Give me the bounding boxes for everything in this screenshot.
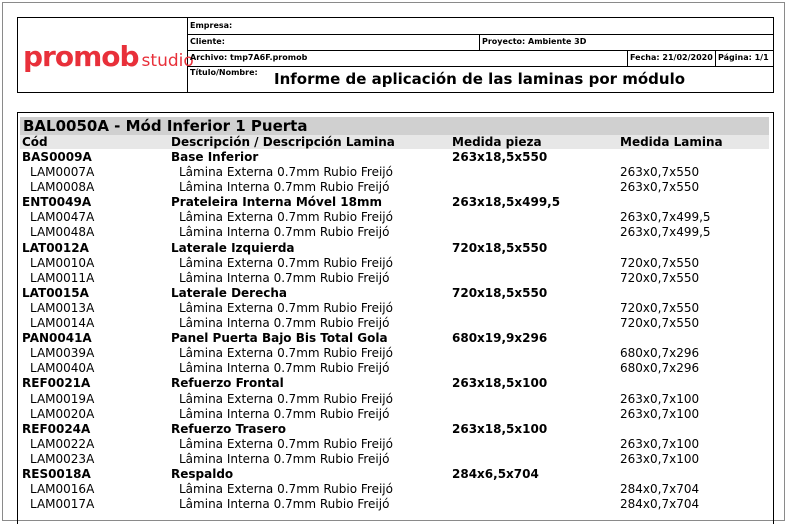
cliente-label: Cliente: bbox=[190, 37, 225, 46]
report-title-row bbox=[188, 66, 773, 92]
fecha-value: 21/02/2020 bbox=[662, 53, 713, 62]
lamina-size: 263x0,7x499,5 bbox=[620, 225, 711, 240]
part-row bbox=[18, 376, 773, 391]
part-size: 263x18,5x550 bbox=[452, 150, 548, 164]
part-code: ENT0049A bbox=[22, 195, 92, 210]
lamina-desc: Lâmina Externa 0.7mm Rubio Freijó bbox=[179, 482, 393, 497]
part-row bbox=[18, 422, 773, 437]
lamina-desc: Lâmina Interna 0.7mm Rubio Freijó bbox=[179, 361, 390, 376]
archivo-cell bbox=[188, 50, 307, 66]
fecha-cell bbox=[627, 50, 714, 66]
col-cod: Cód bbox=[22, 135, 48, 149]
part-desc: Prateleira Interna Móvel 18mm bbox=[171, 195, 383, 210]
lamina-code: LAM0040A bbox=[30, 361, 95, 376]
part-desc: Laterale Izquierda bbox=[171, 240, 295, 255]
report-header bbox=[17, 17, 774, 93]
part-row bbox=[18, 195, 773, 210]
lamina-row bbox=[18, 165, 773, 180]
lamina-code: LAM0048A bbox=[30, 225, 95, 240]
lamina-row bbox=[18, 271, 773, 286]
report-body bbox=[17, 112, 774, 524]
col-descripcion: Descripción / Descripción Lamina bbox=[171, 135, 395, 149]
part-row bbox=[18, 467, 773, 482]
lamina-row bbox=[18, 497, 773, 512]
logo-sub: studio bbox=[141, 51, 194, 71]
part-code: BAS0009A bbox=[22, 150, 92, 164]
part-code: LAT0015A bbox=[22, 285, 89, 300]
part-desc: Laterale Derecha bbox=[171, 285, 287, 300]
part-desc: Respaldo bbox=[171, 466, 234, 481]
part-desc: Panel Puerta Bajo Bis Total Gola bbox=[171, 331, 388, 346]
lamina-size: 720x0,7x550 bbox=[620, 316, 700, 331]
part-size: 284x6,5x704 bbox=[452, 466, 539, 481]
proyecto-label: Proyecto: bbox=[482, 37, 526, 46]
lamina-row bbox=[18, 225, 773, 240]
archivo-row bbox=[188, 50, 773, 67]
lamina-size: 263x0,7x100 bbox=[620, 451, 700, 466]
lamina-code: LAM0047A bbox=[30, 210, 95, 225]
lamina-code: LAM0007A bbox=[30, 165, 95, 180]
lamina-code: LAM0014A bbox=[30, 316, 95, 331]
part-size: 720x18,5x550 bbox=[452, 240, 548, 255]
pagina-value: 1/1 bbox=[754, 53, 769, 62]
lamina-desc: Lâmina Interna 0.7mm Rubio Freijó bbox=[179, 316, 390, 331]
archivo-label: Archivo: bbox=[190, 53, 228, 62]
logo-cell bbox=[18, 18, 194, 92]
proyecto-cell bbox=[479, 34, 773, 50]
part-desc: Base Inferior bbox=[171, 150, 259, 164]
lamina-desc: Lâmina Interna 0.7mm Rubio Freijó bbox=[179, 180, 390, 195]
lamina-size: 263x0,7x100 bbox=[620, 436, 700, 451]
lamina-row bbox=[18, 346, 773, 361]
module-title: BAL0050A - Mód Inferior 1 Puerta bbox=[23, 117, 308, 135]
promob-studio-logo bbox=[23, 40, 194, 73]
lamina-desc: Lâmina Externa 0.7mm Rubio Freijó bbox=[179, 165, 393, 180]
lamina-row bbox=[18, 316, 773, 331]
lamina-size: 263x0,7x550 bbox=[620, 165, 700, 180]
lamina-code: LAM0023A bbox=[30, 451, 95, 466]
lamina-code: LAM0016A bbox=[30, 482, 95, 497]
part-row bbox=[18, 331, 773, 346]
lamina-desc: Lâmina Interna 0.7mm Rubio Freijó bbox=[179, 270, 390, 285]
lamina-size: 263x0,7x550 bbox=[620, 180, 700, 195]
lamina-size: 284x0,7x704 bbox=[620, 497, 700, 512]
part-desc: Refuerzo Frontal bbox=[171, 376, 284, 391]
part-code: REF0021A bbox=[22, 376, 91, 391]
part-code: PAN0041A bbox=[22, 331, 92, 346]
lamina-row bbox=[18, 407, 773, 422]
lamina-code: LAM0013A bbox=[30, 300, 95, 315]
part-size: 263x18,5x100 bbox=[452, 376, 548, 391]
lamina-row bbox=[18, 452, 773, 467]
report-title: Informe de aplicación de las laminas por módulo bbox=[274, 70, 686, 88]
module-bar bbox=[20, 117, 769, 135]
empresa-label: Empresa: bbox=[190, 21, 233, 30]
lamina-row bbox=[18, 437, 773, 452]
lamina-size: 680x0,7x296 bbox=[620, 361, 700, 376]
cliente-row bbox=[188, 34, 773, 51]
lamina-row bbox=[18, 361, 773, 376]
part-size: 263x18,5x100 bbox=[452, 421, 548, 436]
parts-table bbox=[18, 150, 773, 512]
lamina-desc: Lâmina Interna 0.7mm Rubio Freijó bbox=[179, 497, 390, 512]
lamina-code: LAM0011A bbox=[30, 270, 95, 285]
part-desc: Refuerzo Trasero bbox=[171, 421, 286, 436]
lamina-row bbox=[18, 301, 773, 316]
part-code: LAT0012A bbox=[22, 240, 89, 255]
lamina-size: 720x0,7x550 bbox=[620, 300, 700, 315]
lamina-row bbox=[18, 482, 773, 497]
lamina-desc: Lâmina Externa 0.7mm Rubio Freijó bbox=[179, 391, 393, 406]
lamina-code: LAM0022A bbox=[30, 436, 95, 451]
proyecto-value: Ambiente 3D bbox=[528, 37, 587, 46]
lamina-desc: Lâmina Interna 0.7mm Rubio Freijó bbox=[179, 406, 390, 421]
lamina-desc: Lâmina Interna 0.7mm Rubio Freijó bbox=[179, 225, 390, 240]
lamina-row bbox=[18, 392, 773, 407]
lamina-desc: Lâmina Externa 0.7mm Rubio Freijó bbox=[179, 300, 393, 315]
pagina-label: Página: bbox=[718, 53, 752, 62]
fecha-label: Fecha: bbox=[630, 53, 660, 62]
column-header-row bbox=[20, 135, 769, 149]
part-size: 263x18,5x499,5 bbox=[452, 195, 561, 210]
part-code: REF0024A bbox=[22, 421, 91, 436]
col-medida-pieza: Medida pieza bbox=[452, 135, 542, 149]
pagina-cell bbox=[715, 50, 773, 66]
lamina-code: LAM0019A bbox=[30, 391, 95, 406]
lamina-size: 720x0,7x550 bbox=[620, 255, 700, 270]
lamina-size: 680x0,7x296 bbox=[620, 346, 700, 361]
lamina-desc: Lâmina Interna 0.7mm Rubio Freijó bbox=[179, 451, 390, 466]
lamina-code: LAM0010A bbox=[30, 255, 95, 270]
logo-brand: promob bbox=[23, 40, 139, 73]
lamina-row bbox=[18, 210, 773, 225]
lamina-code: LAM0020A bbox=[30, 406, 95, 421]
lamina-code: LAM0039A bbox=[30, 346, 95, 361]
lamina-size: 263x0,7x100 bbox=[620, 406, 700, 421]
lamina-desc: Lâmina Externa 0.7mm Rubio Freijó bbox=[179, 436, 393, 451]
lamina-desc: Lâmina Externa 0.7mm Rubio Freijó bbox=[179, 255, 393, 270]
lamina-row bbox=[18, 256, 773, 271]
lamina-desc: Lâmina Externa 0.7mm Rubio Freijó bbox=[179, 210, 393, 225]
lamina-size: 263x0,7x499,5 bbox=[620, 210, 711, 225]
part-row bbox=[18, 241, 773, 256]
empresa-row bbox=[188, 18, 773, 35]
lamina-code: LAM0008A bbox=[30, 180, 95, 195]
part-size: 680x19,9x296 bbox=[452, 331, 548, 346]
lamina-size: 720x0,7x550 bbox=[620, 270, 700, 285]
part-code: RES0018A bbox=[22, 466, 91, 481]
archivo-value: tmp7A6F.promob bbox=[230, 53, 308, 62]
lamina-row bbox=[18, 180, 773, 195]
lamina-code: LAM0017A bbox=[30, 497, 95, 512]
lamina-desc: Lâmina Externa 0.7mm Rubio Freijó bbox=[179, 346, 393, 361]
part-size: 720x18,5x550 bbox=[452, 285, 548, 300]
col-medida-lamina: Medida Lamina bbox=[620, 135, 723, 149]
part-row bbox=[18, 150, 773, 165]
titulo-label: Título/Nombre: bbox=[190, 68, 258, 77]
lamina-size: 284x0,7x704 bbox=[620, 482, 700, 497]
part-row bbox=[18, 286, 773, 301]
lamina-size: 263x0,7x100 bbox=[620, 391, 700, 406]
